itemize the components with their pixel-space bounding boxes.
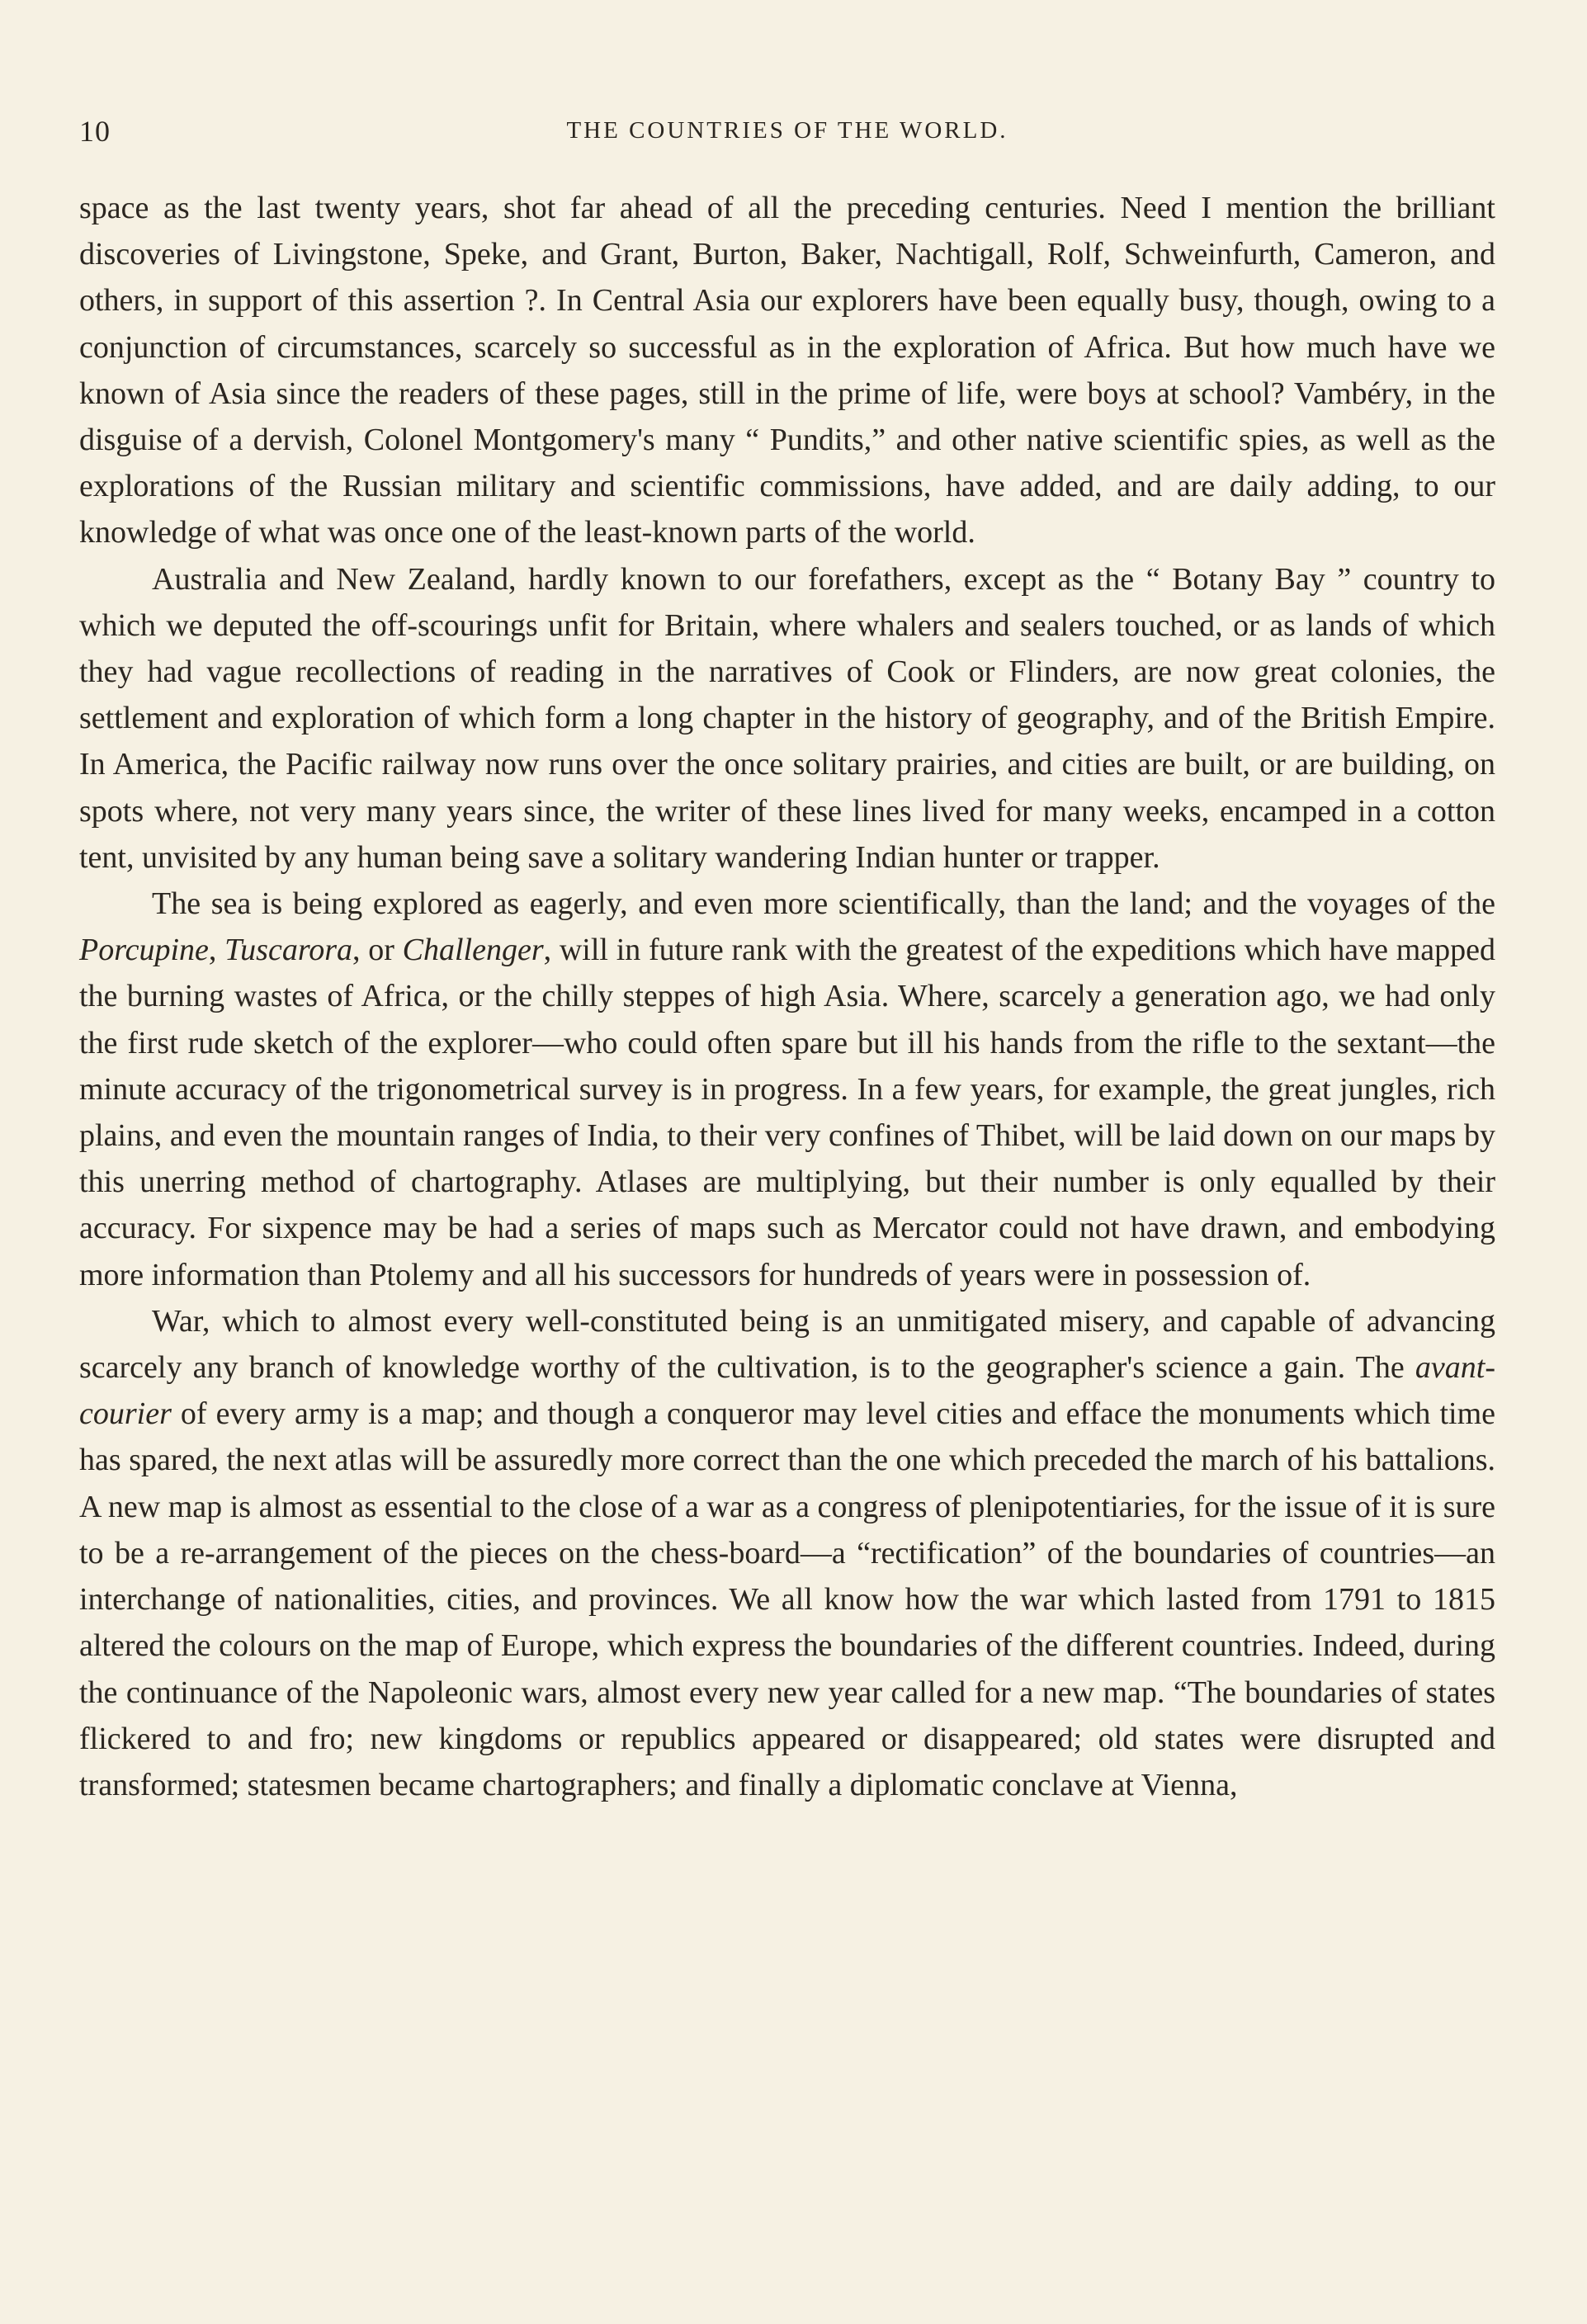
separator: , or [352,933,403,968]
italic-term: avant-courier [79,1350,1495,1432]
ship-name-tuscarora: Tuscarora [224,933,352,968]
body-text [79,185,1495,1808]
paragraph-4 [79,1298,1495,1808]
paragraph-4-start: War, which to almost every well-constituted being is an unmitigated misery, and capable of advancing scarcely any branch of knowledge worthy of the cultivation, is to the geographer's science a gain. The [79,1303,1495,1386]
page-number: 10 [79,115,111,148]
ship-name-porcupine: Porcupine [79,933,209,968]
running-title: THE COUNTRIES OF THE WORLD. [566,117,1008,144]
paragraph-1: space as the last twenty years, shot far ahead of all the preceding centuries. Need I mention the brilliant discoveries of Livingstone, Speke, and Grant, Burton, Baker, Nachtigall, Rolf, Schweinfurth, Cameron, and others, in support of this assertion ?. In Central Asia our explorers have been equally busy, though, owing to a conjunction of circumstances, scarcely so successful as in the exploration of Africa. But how much have we known of Asia since the readers of these pages, still in the prime of life, were boys at school? Vambéry, in the disguise of a dervish, Colonel Montgomery's many “ Pundits,” and other native scientific spies, as well as the explorations of the Russian military and scientific commissions, have added, and are daily adding, to our knowledge of what was once one of the least-known parts of the world. [79,191,1495,550]
separator: , [208,933,225,968]
paragraph-3 [79,881,1495,1298]
paragraph-4-end: of every army is a map; and though a conqueror may level cities and efface the monuments which time has spared, the next atlas will be assuredly more correct than the one which preceded the march of his battalions. A new map is almost as essential to the close of a war as a congress of plenipotentiaries, for the issue of it is sure to be a re-arrangement of the pieces on the chess-board—a “rectification” of the boundaries of countries—an interchange of nationalities, cities, and provinces. We all know how the war which lasted from 1791 to 1815 altered the colours on the map of Europe, which express the boundaries of the different countries. Indeed, during the continuance of the Napoleonic wars, almost every new year called for a new map. “The boundaries of states flickered to and fro; new kingdoms or republics appeared or disappeared; old states were disrupted and transformed; statesmen became chartographers; and finally a diplomatic conclave at Vienna, [79,1396,1495,1802]
paragraph-3-start: The sea is being explored as eagerly, and even more scientifically, than the land; and the voyages of the [152,886,1495,922]
paragraph-2: Australia and New Zealand, hardly known to our forefathers, except as the “ Botany Bay ” country to which we deputed the off-scourings unfit for Britain, where whalers and sealers touched, or as lands of which they had vague recollections of reading in the narratives of Cook or Flinders, are now great colonies, the settlement and exploration of which form a long chapter in the history of geography, and of the British Empire. In America, the Pacific railway now runs over the once solitary prairies, and cities are built, or are building, on spots where, not very many years since, the writer of these lines lived for many weeks, encamped in a cotton tent, unvisited by any human being save a solitary wandering Indian hunter or trapper. [79,561,1495,875]
page-header [79,114,1495,155]
paragraph-3-end: , will in future rank with the greatest of the expeditions which have mapped the burning wastes of Africa, or the chilly steppes of high Asia. Where, scarcely a generation ago, we had only the first rude sketch of the explorer—who could often spare but ill his hands from the rifle to the sextant—the minute accuracy of the trigonometrical survey is in progress. In a few years, for example, the great jungles, rich plains, and even the mountain ranges of India, to their very confines of Thibet, will be laid down on our maps by this unerring method of chartography. Atlases are multiplying, but their number is only equalled by their accuracy. For sixpence may be had a series of maps such as Mercator could not have drawn, and embodying more information than Ptolemy and all his successors for hundreds of years were in possession of. [79,933,1495,1292]
ship-name-challenger: Challenger [402,933,544,968]
